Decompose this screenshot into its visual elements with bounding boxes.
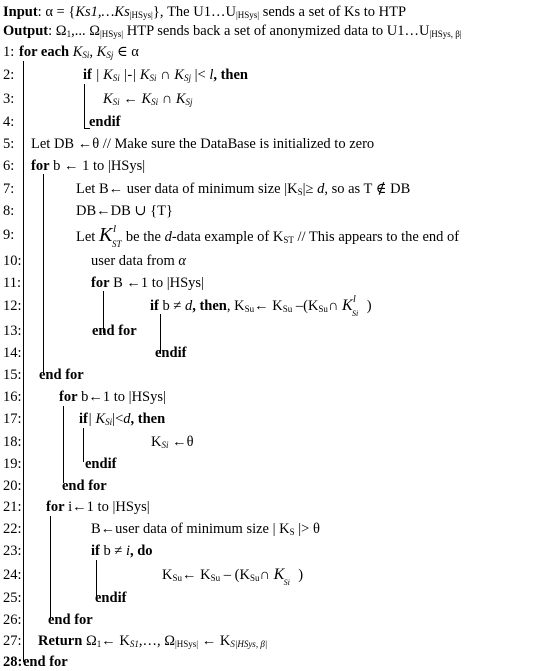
output-label: Output	[3, 23, 49, 39]
k-st-l-symbol: K l ST	[98, 223, 122, 249]
k-si-l-symbol: K l Si	[342, 294, 359, 318]
outer-loop-bracket	[23, 61, 24, 662]
for-b-second-loop-bracket	[63, 406, 64, 483]
if-ksi-d-bracket	[83, 428, 84, 462]
algorithm-listing: Input: $\alpha = \{Ks1,\dots Ks_{|HSys|}\}$, The $U1\dots U_{|HSys|}$ sends a set of Ks to HTP Output: $\Omega_1$,... $\Omega_{|HSys|}$ HTP sends back a set of anonymized data to $U1\dots U_{|HSys, \beta|}$ 1: for each $K_{Si}$, $K_{Sj}$ ∈ α 2: if | $K_{Si}$ |-| $K_{Si}$ ∩ $K_{Sj}$ |< l, then 3: $K_{Si}$ ← $K_{Si}$ ∩ $K_{Sj}$ 4: endif 5: Let DB ←θ // Make sure the DataBase is initialized to zero 6: for b ← 1 to |HSys| 7: Let B← user data of minimum size $|K_S|\ge d$, so as T ∉ DB 8: DB←DB ∪ {T} 9: Let K l ST be the d-data example of $K_{ST}$ // This appears to the end of 10: user data from α 11: for B ←1 to |HSys| 12: if b ≠ d, then, $K_{Su}\leftarrow$ $K_{Su}$ $-(K_{Su}\cap$ K l Si ) 13: end for 14: endif 15: end for 16: for b←1 to |HSys| 17: if| $K_{Si}|<d$, then 18: $K_{Si}$ ←θ 19: endif 20: end for 21: for i←1 to |HSys| 22: B←user data of minimum size | $K_S$ |> θ 23: if b ≠ i, do 24: $K_{Su}\leftarrow$ $K_{Su}$ – ($K_{Su}\cap$ K Si ) 25: endif 26: end for 27: Return $\Omega_1\leftarrow$ $K_{S1},\dots$, $\Omega_{|HSys|}$ ← $K_{S|HSys, \beta|}$ 28: end for	[3, 4, 462, 670]
if-block-bracket	[84, 84, 85, 128]
k-si-symbol: K Si	[273, 566, 290, 587]
for-B-loop-bracket	[103, 291, 104, 333]
for-i-loop-bracket	[50, 516, 51, 619]
if-b-d-bracket	[160, 314, 161, 354]
if-block-bracket-end	[84, 128, 90, 129]
if-b-i-bracket	[96, 560, 97, 596]
input-label: Input	[3, 4, 38, 20]
for-b-loop-bracket	[43, 174, 44, 373]
